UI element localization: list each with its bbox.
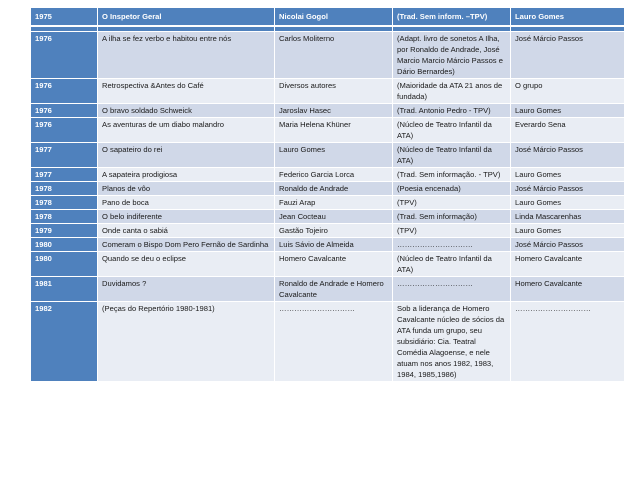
year-cell: 1976 [31,79,98,104]
table-row [31,302,625,382]
author-cell: Luis Sávio de Almeida [275,238,393,252]
author-cell: Jaroslav Hasec [275,104,393,118]
translation-cell: (Trad. Sem informação) [393,210,511,224]
table-row [31,79,625,104]
table-row [31,196,625,210]
author-cell: Fauzi Arap [275,196,393,210]
title-cell: Planos de vôo [98,182,275,196]
director-cell: José Márcio Passos [511,32,625,79]
director-cell: Lauro Gomes [511,168,625,182]
table-row [31,210,625,224]
theater-productions-table [30,7,625,382]
title-cell: A sapateira prodigiosa [98,168,275,182]
year-cell: 1981 [31,277,98,302]
table-row [31,118,625,143]
translation-cell: (Trad. Antonio Pedro - TPV) [393,104,511,118]
title-cell: Pano de boca [98,196,275,210]
title-cell: O bravo soldado Schweick [98,104,275,118]
year-cell: 1976 [31,32,98,79]
table-row [31,143,625,168]
year-cell: 1979 [31,224,98,238]
author-cell: Jean Cocteau [275,210,393,224]
author-cell: Homero Cavalcante [275,252,393,277]
translation-cell: (Maioridade da ATA 21 anos de fundada) [393,79,511,104]
year-cell: 1976 [31,118,98,143]
author-cell: Diversos autores [275,79,393,104]
year-cell: 1980 [31,238,98,252]
translation-cell: (Adapt. livro de sonetos A Ilha, por Ronaldo de Andrade, José Marcio Marcio Márcio Passos e Dário Bernardes) [393,32,511,79]
table-row [31,32,625,79]
title-cell: Quando se deu o eclipse [98,252,275,277]
translation-cell: ………………………… [393,277,511,302]
table-row [31,252,625,277]
director-cell: Linda Mascarenhas [511,210,625,224]
director-cell: O grupo [511,79,625,104]
year-cell: 1976 [31,104,98,118]
translation-cell: (Trad. Sem informação. - TPV) [393,168,511,182]
year-cell: 1982 [31,302,98,382]
translation-cell: (Núcleo de Teatro Infantil da ATA) [393,143,511,168]
translation-cell: ………………………… [393,238,511,252]
director-cell: Lauro Gomes [511,196,625,210]
translation-cell: Sob a liderança de Homero Cavalcante núcleo de sócios da ATA funda um grupo, seu subsidiário: Cia. Teatral Comédia Alagoense, e nele atuam nos anos 1982, 1983, 1984, 1985,1986) [393,302,511,382]
title-cell: As aventuras de um diabo malandro [98,118,275,143]
year-cell: 1978 [31,196,98,210]
table-body [31,8,625,382]
author-cell: ………………………… [275,302,393,382]
director-cell: Everardo Sena [511,118,625,143]
translation-cell: (TPV) [393,196,511,210]
director-cell: José Márcio Passos [511,182,625,196]
year-cell: 1977 [31,168,98,182]
director-cell: Lauro Gomes [511,224,625,238]
theater-productions-table-container [30,7,624,382]
header-author: Nicolai Gogol [275,8,393,27]
title-cell: O belo indiferente [98,210,275,224]
author-cell: Maria Helena Khüner [275,118,393,143]
header-director: Lauro Gomes [511,8,625,27]
translation-cell: (Núcleo de Teatro Infantil da ATA) [393,118,511,143]
year-cell: 1980 [31,252,98,277]
author-cell: Ronaldo de Andrade e Homero Cavalcante [275,277,393,302]
director-cell: ………………………… [511,302,625,382]
author-cell: Lauro Gomes [275,143,393,168]
director-cell: José Márcio Passos [511,143,625,168]
year-cell: 1978 [31,182,98,196]
director-cell: Lauro Gomes [511,104,625,118]
table-row [31,277,625,302]
author-cell: Federico Garcia Lorca [275,168,393,182]
table-row [31,182,625,196]
director-cell: Homero Cavalcante [511,252,625,277]
header-title: O Inspetor Geral [98,8,275,27]
translation-cell: (TPV) [393,224,511,238]
author-cell: Gastão Tojeiro [275,224,393,238]
translation-cell: (Poesia encenada) [393,182,511,196]
year-cell: 1978 [31,210,98,224]
title-cell: O sapateiro do rei [98,143,275,168]
title-cell: A ilha se fez verbo e habitou entre nós [98,32,275,79]
table-row [31,238,625,252]
author-cell: Carlos Moliterno [275,32,393,79]
table-row [31,224,625,238]
translation-cell: (Núcleo de Teatro Infantil da ATA) [393,252,511,277]
table-row [31,104,625,118]
header-year: 1975 [31,8,98,27]
table-row [31,168,625,182]
title-cell: Retrospectiva &Antes do Café [98,79,275,104]
title-cell: (Peças do Repertório 1980-1981) [98,302,275,382]
header-translation: (Trad. Sem inform. –TPV) [393,8,511,27]
title-cell: Duvidamos ? [98,277,275,302]
title-cell: Comeram o Bispo Dom Pero Fernão de Sardinha [98,238,275,252]
header-row [31,8,625,27]
director-cell: Homero Cavalcante [511,277,625,302]
year-cell: 1977 [31,143,98,168]
title-cell: Onde canta o sabiá [98,224,275,238]
author-cell: Ronaldo de Andrade [275,182,393,196]
director-cell: José Márcio Passos [511,238,625,252]
